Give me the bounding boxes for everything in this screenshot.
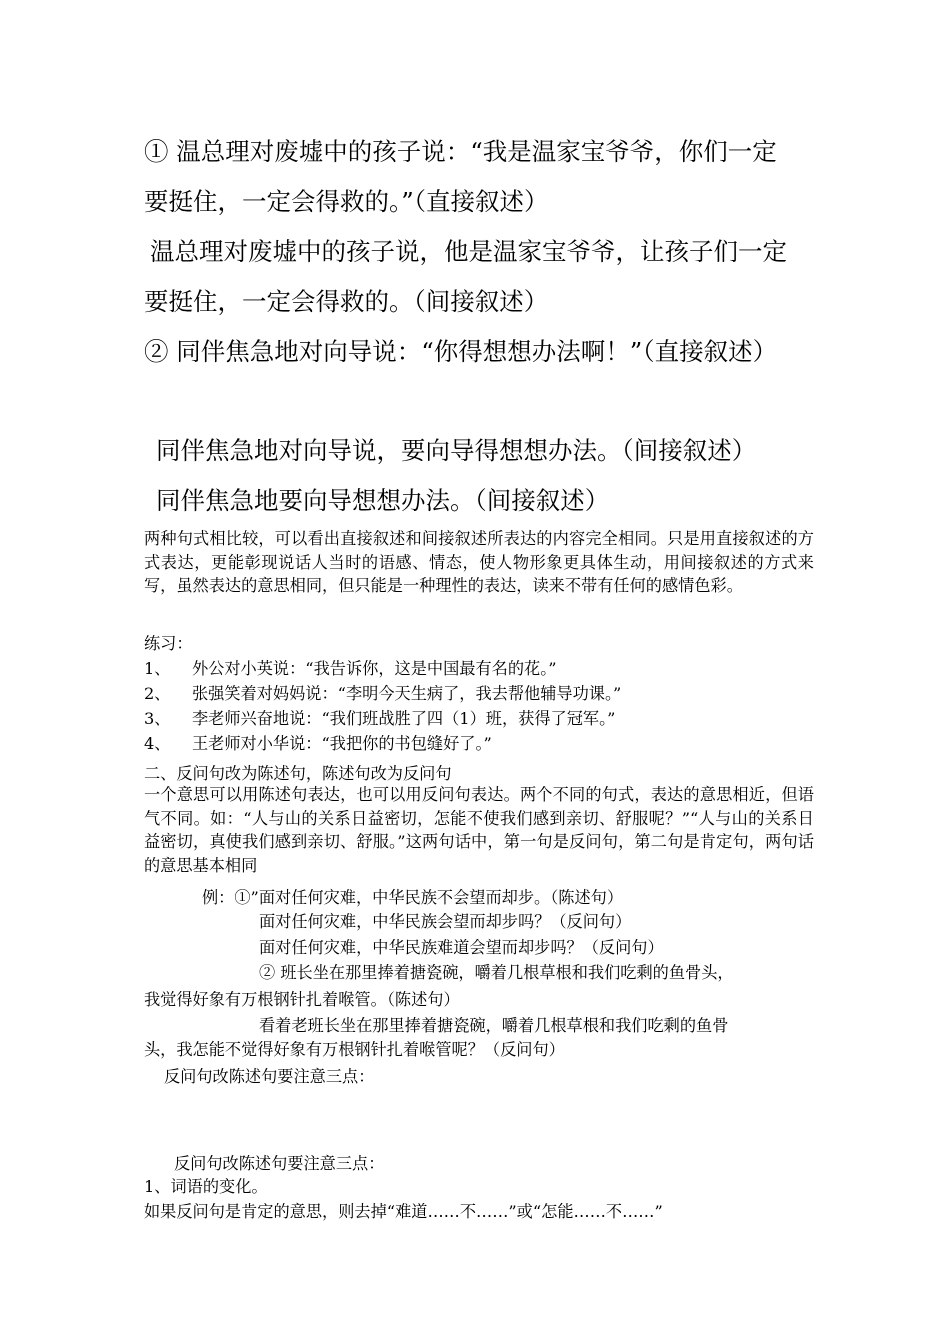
practice-item-number: 3、 xyxy=(144,709,171,728)
example2-question-line1: 看着老班长坐在那里捧着搪瓷碗，嚼着几根草根和我们吃剩的鱼骨 xyxy=(259,1016,729,1035)
example1-direct-line1: ① 温总理对废墟中的孩子说：“我是温家宝爷爷，你们一定 xyxy=(144,137,777,166)
example2-indirect-1: 同伴焦急地对向导说，要向导得想想办法。（间接叙述） xyxy=(156,436,757,465)
practice-item-text: 李老师兴奋地说：“我们班战胜了四（1）班，获得了冠军。” xyxy=(192,709,616,728)
comparison-paragraph: 两种句式相比较，可以看出直接叙述和间接叙述所表达的内容完全相同。只是用直接叙述的方式表达，更能彰现说话人当时的语感、情态，使人物形象更具体生动，用间接叙述的方式来写，虽然表达的意思相同，但只能是一种理性的表达，读来不带有任何的感情色彩。 xyxy=(144,529,814,595)
example1-question2: 面对任何灾难，中华民族难道会望而却步吗？（反问句） xyxy=(259,938,664,957)
example2-question-line2: 头，我怎能不觉得好象有万根钢针扎着喉管呢？（反问句） xyxy=(144,1040,565,1059)
example2-statement-line1: ② 班长坐在那里捧着搪瓷碗，嚼着几根草根和我们吃剩的鱼骨头， xyxy=(259,963,734,982)
example1-question1: 面对任何灾难，中华民族会望而却步吗？（反问句） xyxy=(259,912,632,931)
practice-item xyxy=(144,655,557,679)
example1-indirect-line1: 温总理对废墟中的孩子说，他是温家宝爷爷，让孩子们一定 xyxy=(150,237,787,266)
section2-heading: 二、反问句改为陈述句，陈述句改为反问句 xyxy=(144,764,452,783)
practice-item xyxy=(144,730,492,754)
point1-detail: 如果反问句是肯定的意思，则去掉“难道……不……”或“怎能……不……” xyxy=(144,1202,663,1221)
practice-item-text: 外公对小英说：“我告诉你，这是中国最有名的花。” xyxy=(192,659,557,678)
practice-item-text: 王老师对小华说：“我把你的书包缝好了。” xyxy=(192,734,492,753)
example1-direct-line2: 要挺住，一定会得救的。”（直接叙述） xyxy=(144,187,549,216)
note-heading: 反问句改陈述句要注意三点： xyxy=(164,1067,375,1086)
practice-item-number: 2、 xyxy=(144,684,171,703)
practice-item xyxy=(144,680,621,704)
example2-statement-line2: 我觉得好象有万根钢针扎着喉管。（陈述句） xyxy=(144,990,460,1009)
example1-indirect-line2: 要挺住，一定会得救的。（间接叙述） xyxy=(144,287,549,316)
practice-item-text: 张强笑着对妈妈说：“李明今天生病了，我去帮他辅导功课。” xyxy=(192,684,622,703)
example-label: 例：①”面对任何灾难，中华民族不会望而却步。（陈述句） xyxy=(202,888,624,907)
example2-direct: ② 同伴焦急地对向导说：“你得想想办法啊！”（直接叙述） xyxy=(144,337,778,366)
example2-indirect-2: 同伴焦急地要向导想想办法。（间接叙述） xyxy=(156,486,610,515)
practice-title: 练习： xyxy=(144,634,193,653)
practice-item xyxy=(144,705,615,729)
point1-title: 1、词语的变化。 xyxy=(144,1177,268,1196)
note-heading-repeat: 反问句改陈述句要注意三点： xyxy=(174,1154,385,1173)
section2-intro: 一个意思可以用陈述句表达，也可以用反问句表达。两个不同的句式，表达的意思相近，但语气不同。如：“人与山的关系日益密切，怎能不使我们感到亲切、舒服呢？”“人与山的关系日益密切，真使我们感到亲切、舒服。”这两句话中，第一句是反问句，第二句是肯定句，两句话的意思基本相同 xyxy=(144,785,814,875)
practice-item-number: 1、 xyxy=(144,659,171,678)
practice-item-number: 4、 xyxy=(144,734,171,753)
